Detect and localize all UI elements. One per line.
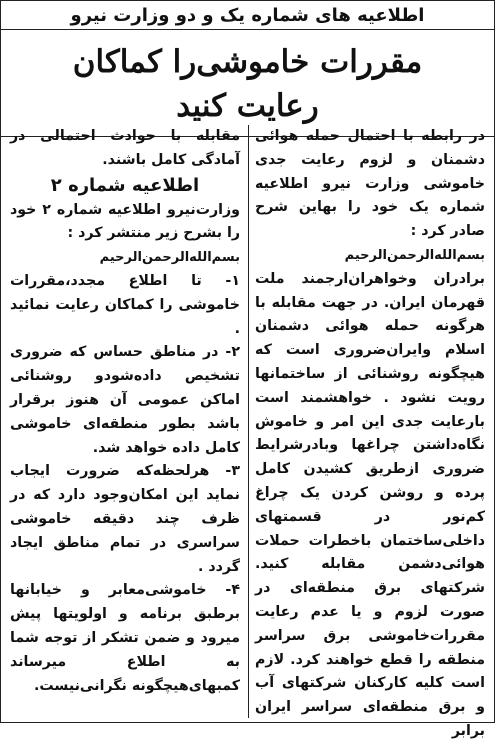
bulletin2-intro: وزارت‌نیرو اطلاعیه شماره ۲ خود را بشرح زیر منتشر کرد : — [10, 201, 241, 242]
basmala-1: بسم‌الله‌الرحمن‌الرحیم — [344, 247, 485, 263]
bulletin2-item-1: ۱- تا اطلاع مجدد،مقررات خاموشی را کماکان رعایت نمائید . — [10, 272, 240, 337]
headline-line-2: رعایت کنید — [176, 88, 319, 124]
basmala-2: بسم‌الله‌الرحمن‌الرحیم — [99, 250, 240, 266]
left-column — [1, 121, 248, 722]
column-rule — [248, 125, 249, 718]
article-body — [1, 121, 494, 739]
bulletin2-item-4: ۴- خاموشی‌معابر و خیابانها برطبق برنامه و اولویتها پیش میرود و ضمن تشکر از توجه شما به اطلاع میرساند کمبهای‌هیچگونه نگرانی‌نیست. — [10, 582, 240, 694]
bulletin1-intro: در رابطه با احتمال حمله هوائی دشمنان و لزوم رعایت جدی خاموشی وزارت نیرو اطلاعیه شماره یک خود را بهاین شرح صادر کرد : — [255, 128, 485, 240]
bulletin1-continuation: مقابله با حوادث احتمالی در آمادگی کامل باشند. — [10, 128, 240, 168]
right-column — [247, 121, 494, 739]
bulletin2-item-2: ۲- در مناطق حساس که ضروری تشخیص داده‌شود‌و روشنائی اماکن عمومی آن هنوز برقرار باشد بطور منطقه‌ای خاموشی کامل داده خواهد شد. — [10, 344, 240, 456]
headline-line-1: مقررات خاموشی‌را کماکان — [72, 44, 423, 80]
kicker: اطلاعیه های شماره یک و دو وزارت نیرو — [1, 3, 494, 30]
bulletin2-item-3: ۳- هرلحظه‌که ضرورت ایجاب نماید این امکان‌وجود دارد که در ظرف چند دقیقه خاموشی سراسری در تمام مناطق ایجاد گردد . — [10, 463, 240, 575]
bulletin1-body: برادران وخواهران‌ارجمند ملت قهرمان ایران. در جهت مقابله با هرگونه حمله هوائی دشمنان اسلام وایران‌ضروری است که هیچگونه روشنائی از ساختمانها رویت نشود . خواهشمند است بارعایت جدی این امر و خاموش نگاه‌داشتن چراغها وبادرشرایط ضروری ازطریق کشیدن کامل پرده و روشن کردن یک چراغ کم‌نور در قسمتهای داخلی‌ساختمان باخطرات حملات هوائی‌دشمن مقابله کنید. شرکتهای برق منطقه‌ای در صورت لزوم و یا عدم رعایت مقررات‌خاموشی برق سراسر منطقه را قطع خواهند کرد. لازم است کلیه کارکنان شرکتهای آب و برق منطقه‌ای سراسر ایران برابر — [255, 270, 485, 739]
article-header — [1, 3, 494, 137]
bulletin2-subheading: اطلاعیه شماره ۲ — [50, 174, 200, 196]
